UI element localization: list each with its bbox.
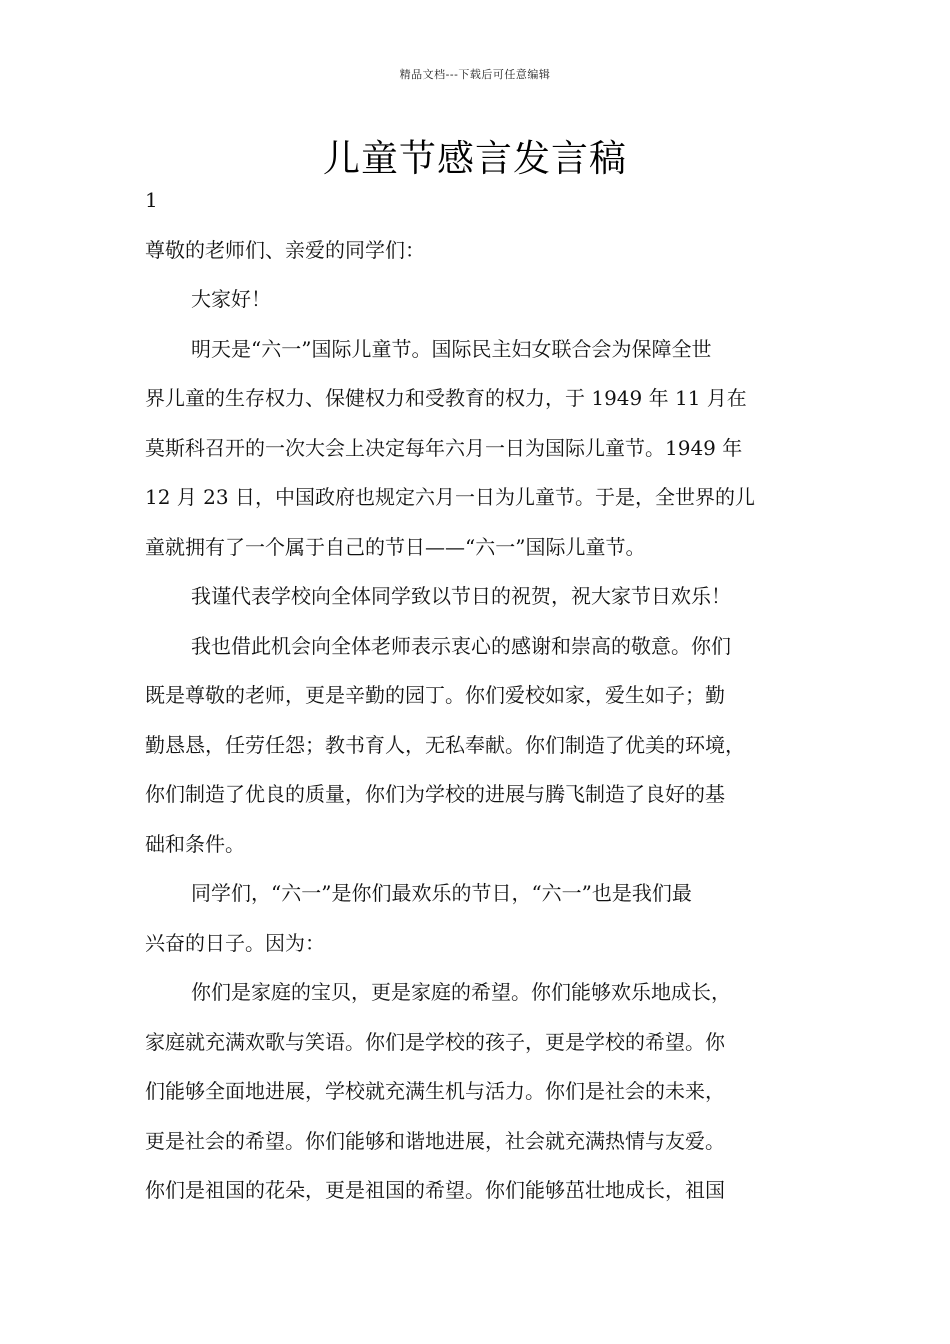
paragraph-line: 同学们，“六一”是你们最欢乐的节日，“六一”也是我们最 — [191, 881, 692, 905]
paragraph-line: 明天是“六一”国际儿童节。国际民主妇女联合会为保障全世 — [191, 336, 712, 361]
paragraph-4 — [145, 869, 815, 968]
paragraph-line: 兴奋的日子。因为： — [145, 930, 325, 955]
paragraph-2: 我谨代表学校向全体同学致以节日的祝贺，祝大家节日欢乐！ — [191, 584, 731, 608]
paragraph-line: 你们是家庭的宝贝，更是家庭的希望。你们能够欢乐地成长， — [191, 980, 731, 1004]
paragraph-line: 家庭就充满欢歌与笑语。你们是学校的孩子，更是学校的希望。你 — [145, 1029, 725, 1054]
paragraph-line: 你们是祖国的花朵，更是祖国的希望。你们能够茁壮地成长，祖国 — [145, 1178, 725, 1202]
document-body — [145, 176, 815, 1216]
header-note: 精品文档---下载后可任意编辑 — [399, 68, 551, 81]
section-number: 1 — [145, 188, 158, 212]
paragraph-line: 12 月 23 日，中国政府也规定六月一日为儿童节。于是，全世界的儿 — [145, 485, 755, 509]
paragraph-line: 童就拥有了一个属于自己的节日——“六一”国际儿童节。 — [145, 534, 646, 559]
paragraph-line: 莫斯科召开的一次大会上决定每年六月一日为国际儿童节。1949 年 — [145, 435, 743, 460]
paragraph-line: 勤恳恳，任劳任怨；教书育人，无私奉献。你们制造了优美的环境， — [145, 732, 745, 757]
paragraph-5 — [145, 968, 815, 1216]
paragraph-line: 更是社会的希望。你们能够和谐地进展，社会就充满热情与友爱。 — [145, 1128, 725, 1153]
paragraph-line: 你们制造了优良的质量，你们为学校的进展与腾飞制造了良好的基 — [145, 782, 725, 806]
page-title: 儿童节感言发言稿 — [323, 137, 627, 180]
paragraph-line: 界儿童的生存权力、保健权力和受教育的权力，于 1949 年 11 月在 — [145, 386, 747, 410]
paragraph-line: 既是尊敬的老师，更是辛勤的园丁。你们爱校如家，爱生如子；勤 — [145, 683, 725, 707]
paragraph-line: 我也借此机会向全体老师表示衷心的感谢和崇高的敬意。你们 — [191, 633, 731, 658]
paragraph-line: 础和条件。 — [145, 831, 245, 856]
paragraph-3 — [145, 622, 815, 870]
greeting: 大家好！ — [191, 287, 271, 311]
paragraph-1 — [145, 325, 815, 573]
salutation: 尊敬的老师们、亲爱的同学们： — [145, 237, 425, 262]
paragraph-line: 们能够全面地进展，学校就充满生机与活力。你们是社会的未来， — [145, 1079, 725, 1103]
